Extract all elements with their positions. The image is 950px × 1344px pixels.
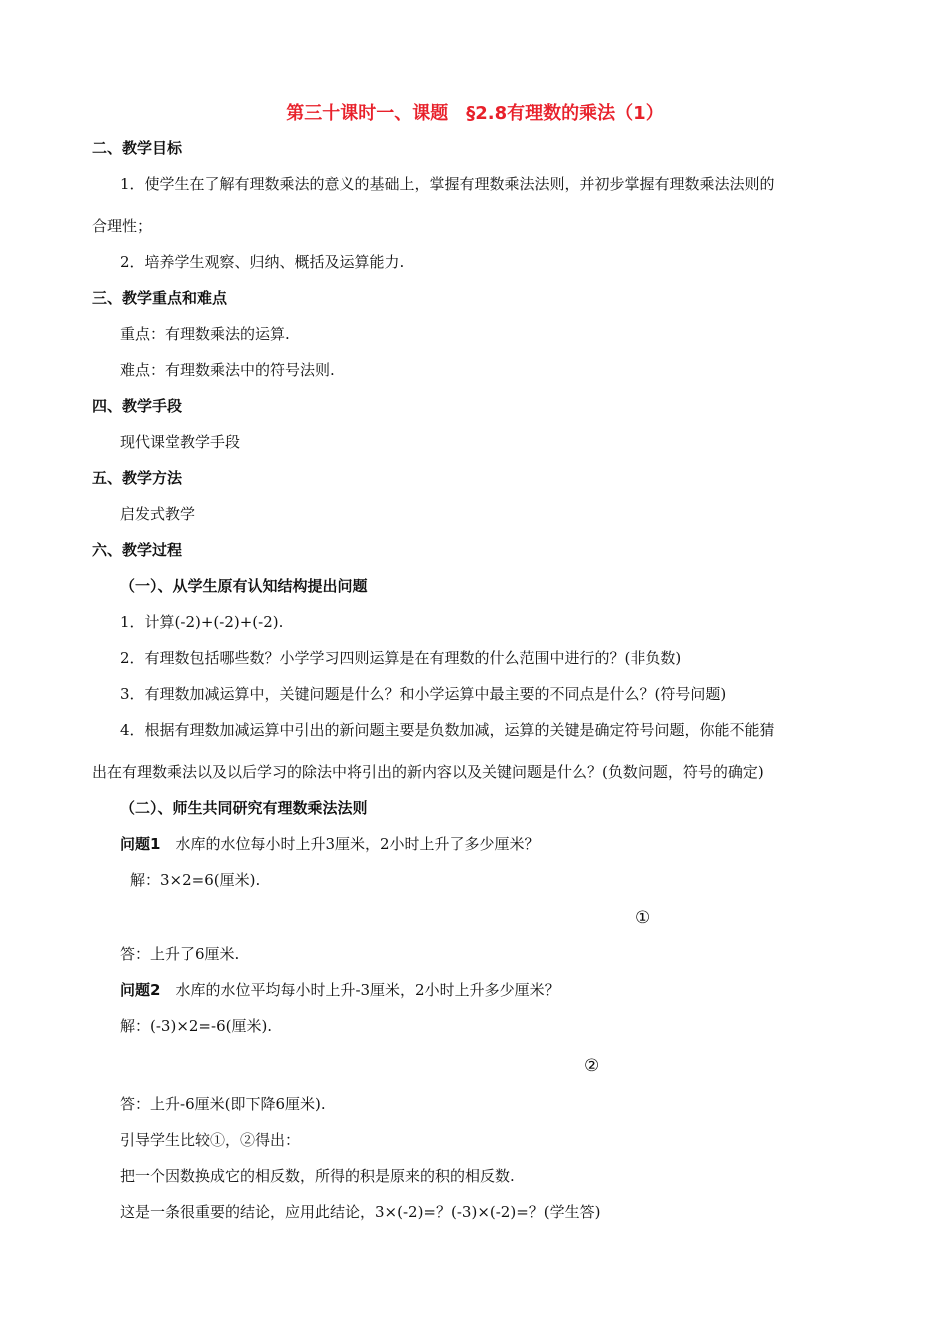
problem-2-text: 水库的水位平均每小时上升-3厘米，2小时上升多少厘米？ (160, 981, 560, 999)
problem-1 (120, 834, 540, 854)
equation-mark-2: ② (584, 1056, 600, 1076)
application-question: 这是一条很重要的结论，应用此结论，3×(-2)=？(-3)×(-2)=？(学生答) (120, 1203, 601, 1221)
objective-1-line-2: 合理性； (92, 217, 153, 235)
problem-2-label: 问题2 (120, 981, 161, 999)
problem-1-answer: 答：上升了6厘米. (120, 945, 240, 963)
problem-2-solution: 解：(-3)×2=-6(厘米). (120, 1017, 273, 1035)
equation-mark-1: ① (635, 908, 651, 928)
problem-2 (120, 980, 560, 1000)
problem-2-answer: 答：上升-6厘米(即下降6厘米). (120, 1095, 326, 1113)
problem-1-text: 水库的水位每小时上升3厘米，2小时上升了多少厘米？ (160, 835, 540, 853)
section-heading-key-points: 三、教学重点和难点 (92, 289, 228, 307)
section-heading-means: 四、教学手段 (92, 397, 183, 415)
comparison-prompt: 引导学生比较①，②得出： (120, 1131, 301, 1149)
objective-1-line-1: 1．使学生在了解有理数乘法的意义的基础上，掌握有理数乘法法则，并初步掌握有理数乘法法则的 (120, 175, 775, 193)
question-4-line-2: 出在有理数乘法以及以后学习的除法中将引出的新内容以及关键问题是什么？(负数问题，符号的确定) (92, 763, 764, 781)
problem-1-label: 问题1 (120, 835, 161, 853)
question-4-line-1: 4．根据有理数加减运算中引出的新问题主要是负数加减，运算的关键是确定符号问题，你能不能猜 (120, 721, 775, 739)
subsection-heading-part-1: （一）、从学生原有认知结构提出问题 (120, 577, 368, 595)
section-heading-process: 六、教学过程 (92, 541, 183, 559)
question-3: 3．有理数加减运算中，关键问题是什么？和小学运算中最主要的不同点是什么？(符号问题) (120, 685, 727, 703)
section-heading-objectives: 二、教学目标 (92, 139, 183, 157)
key-point: 重点：有理数乘法的运算. (120, 325, 290, 343)
sign-rule-statement: 把一个因数换成它的相反数，所得的积是原来的积的相反数. (120, 1167, 515, 1185)
teaching-means-text: 现代课堂教学手段 (120, 433, 241, 451)
problem-1-solution: 解：3×2=6(厘米). (130, 871, 261, 889)
subsection-heading-part-2: （二）、师生共同研究有理数乘法法则 (120, 799, 368, 817)
teaching-method-text: 启发式教学 (120, 505, 196, 523)
page-title: 第三十课时一、课题 §2.8有理数的乘法（1） (286, 103, 664, 124)
objective-2: 2．培养学生观察、归纳、概括及运算能力. (120, 253, 405, 271)
question-2: 2．有理数包括哪些数？小学学习四则运算是在有理数的什么范围中进行的？(非负数) (120, 649, 682, 667)
question-1: 1．计算(-2)+(-2)+(-2). (120, 613, 284, 631)
difficult-point: 难点：有理数乘法中的符号法则. (120, 361, 335, 379)
section-heading-method: 五、教学方法 (92, 469, 183, 487)
